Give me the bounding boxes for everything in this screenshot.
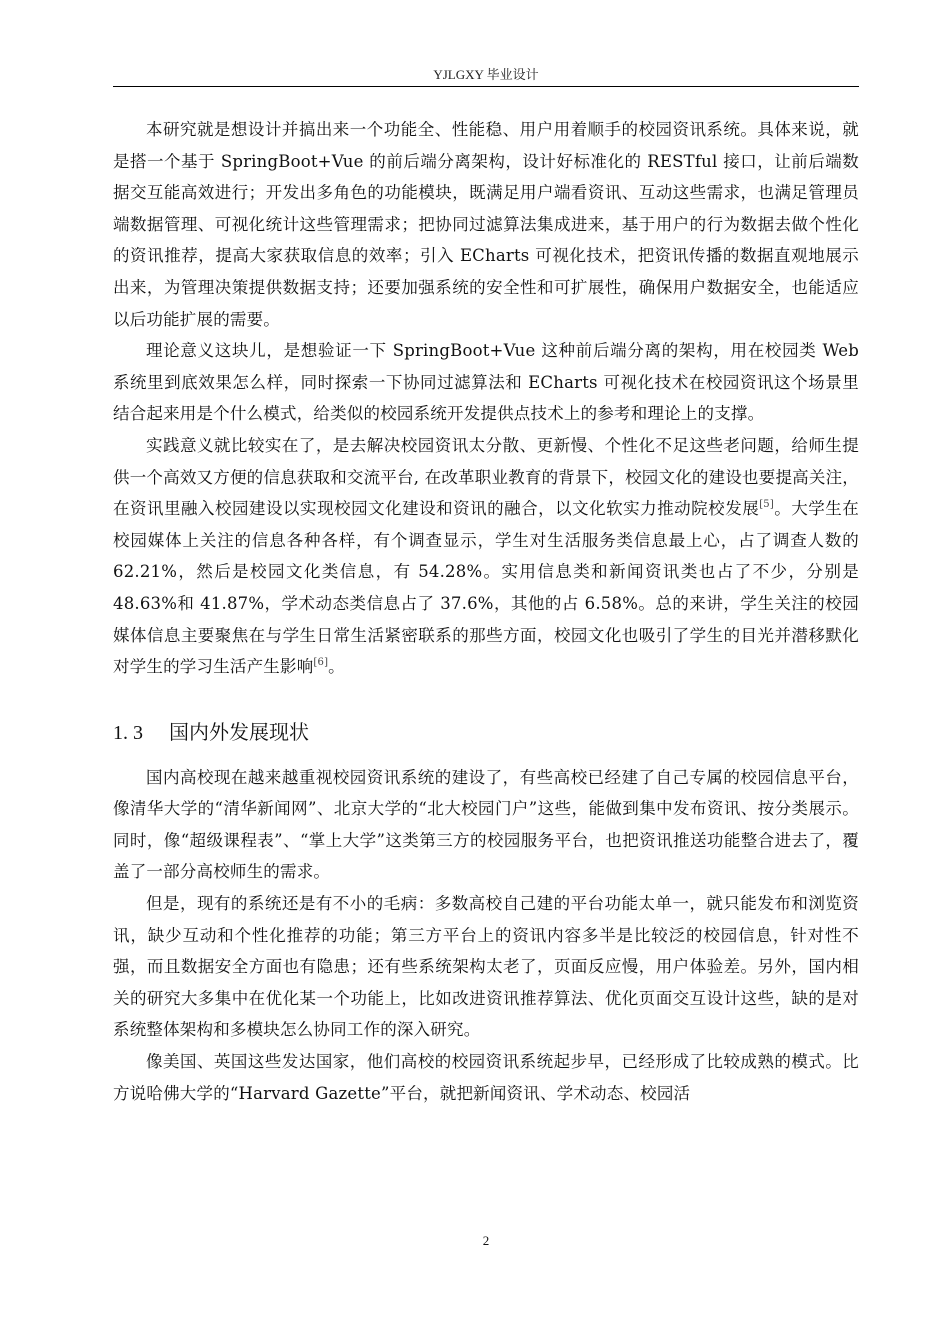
paragraph-theoretical-significance: 理论意义这块儿，是想验证一下 SpringBoot+Vue 这种前后端分离的架构，用在校园类 Web 系统里到底效果怎么样，同时探索一下协同过滤算法和 ECharts 可视化技术在校园资讯这个场景里结合起来用是个什么模式，给类似的校园系统开发提供点技术上的参考和理论上的支撑。 xyxy=(113,341,859,424)
section-number: 1. 3 xyxy=(113,721,143,744)
paragraph-domestic-status: 国内高校现在越来越重视校园资讯系统的建设了，有些高校已经建了自己专属的校园信息平台，像清华大学的“清华新闻网”、北京大学的“北大校园门户”这些，能做到集中发布资讯、按分类展示。同时，像“超级课程表”、“掌上大学”这类第三方的校园服务平台，也把资讯推送功能整合进去了，覆盖了一部分高校师生的需求。 xyxy=(113,767,859,882)
paragraph-text-segment: 。 xyxy=(328,657,345,677)
page-number: 2 xyxy=(482,1233,490,1248)
section-title: 国内外发展现状 xyxy=(169,719,309,744)
paragraph-text-segment: 。大学生在校园媒体上关注的信息各种各样，有个调查显示，学生对生活服务类信息最上心，占了调查人数的 62.21%，然后是校园文化类信息，有 54.28%。实用信息类和新闻资讯类也占了不少，分别是 48.63%和 41.87%，学术动态类信息占了 37.6%，其他的占 6.58%。总的来讲，学生关注的校园媒体信息主要聚焦在与学生日常生活紧密联系的那些方面，校园文化也吸引了学生的目光并潜移默化对学生的学习生活产生影响 xyxy=(113,499,859,677)
citation-ref-6: [6] xyxy=(313,657,329,669)
page-header-title: YJLGXY 毕业设计 xyxy=(433,67,539,82)
section-heading xyxy=(113,717,859,748)
paragraph-text-segment: 实践意义就比较实在了，是去解决校园资讯太分散、更新慢、个性化不足这些老问题，给师生提供一个高效又方便的信息获取和交流平台, 在改革职业教育的背景下，校园文化的建设也要提高关注，在资讯里融入校园建设以实现校园文化建设和资讯的融合，以文化软实力推动院校发展 xyxy=(113,435,859,519)
paragraph-existing-problems: 但是，现有的系统还是有不小的毛病：多数高校自己建的平台功能太单一，就只能发布和浏览资讯，缺少互动和个性化推荐的功能；第三方平台上的资讯内容多半是比较泛的校园信息，针对性不强，而且数据安全方面也有隐患；还有些系统架构太老了，页面反应慢，用户体验差。另外，国内相关的研究大多集中在优化某一个功能上，比如改进资讯推荐算法、优化页面交互设计这些，缺的是对系统整体架构和多模块怎么协同工作的深入研究。 xyxy=(113,894,859,1040)
document-body xyxy=(113,114,859,1109)
citation-ref-5: [5] xyxy=(759,499,774,511)
paragraph-practical-significance xyxy=(113,430,859,683)
paragraph-foreign-status: 像美国、英国这些发达国家，他们高校的校园资讯系统起步早，已经形成了比较成熟的模式。比方说哈佛大学的“Harvard Gazette”平台，就把新闻资讯、学术动态、校园活 xyxy=(113,1052,859,1103)
paragraph-research-goal: 本研究就是想设计并搞出来一个功能全、性能稳、用户用着顺手的校园资讯系统。具体来说，就是搭一个基于 SpringBoot+Vue 的前后端分离架构，设计好标准化的 RESTful 接口，让前后端数据交互能高效进行；开发出多角色的功能模块，既满足用户端看资讯、互动这些需求，也满足管理员端数据管理、可视化统计这些管理需求；把协同过滤算法集成进来，基于用户的行为数据去做个性化的资讯推荐，提高大家获取信息的效率；引入 ECharts 可视化技术，把资讯传播的数据直观地展示出来，为管理决策提供数据支持；还要加强系统的安全性和可扩展性，确保用户数据安全，也能适应以后功能扩展的需要。 xyxy=(113,120,859,329)
header-divider xyxy=(113,86,859,87)
